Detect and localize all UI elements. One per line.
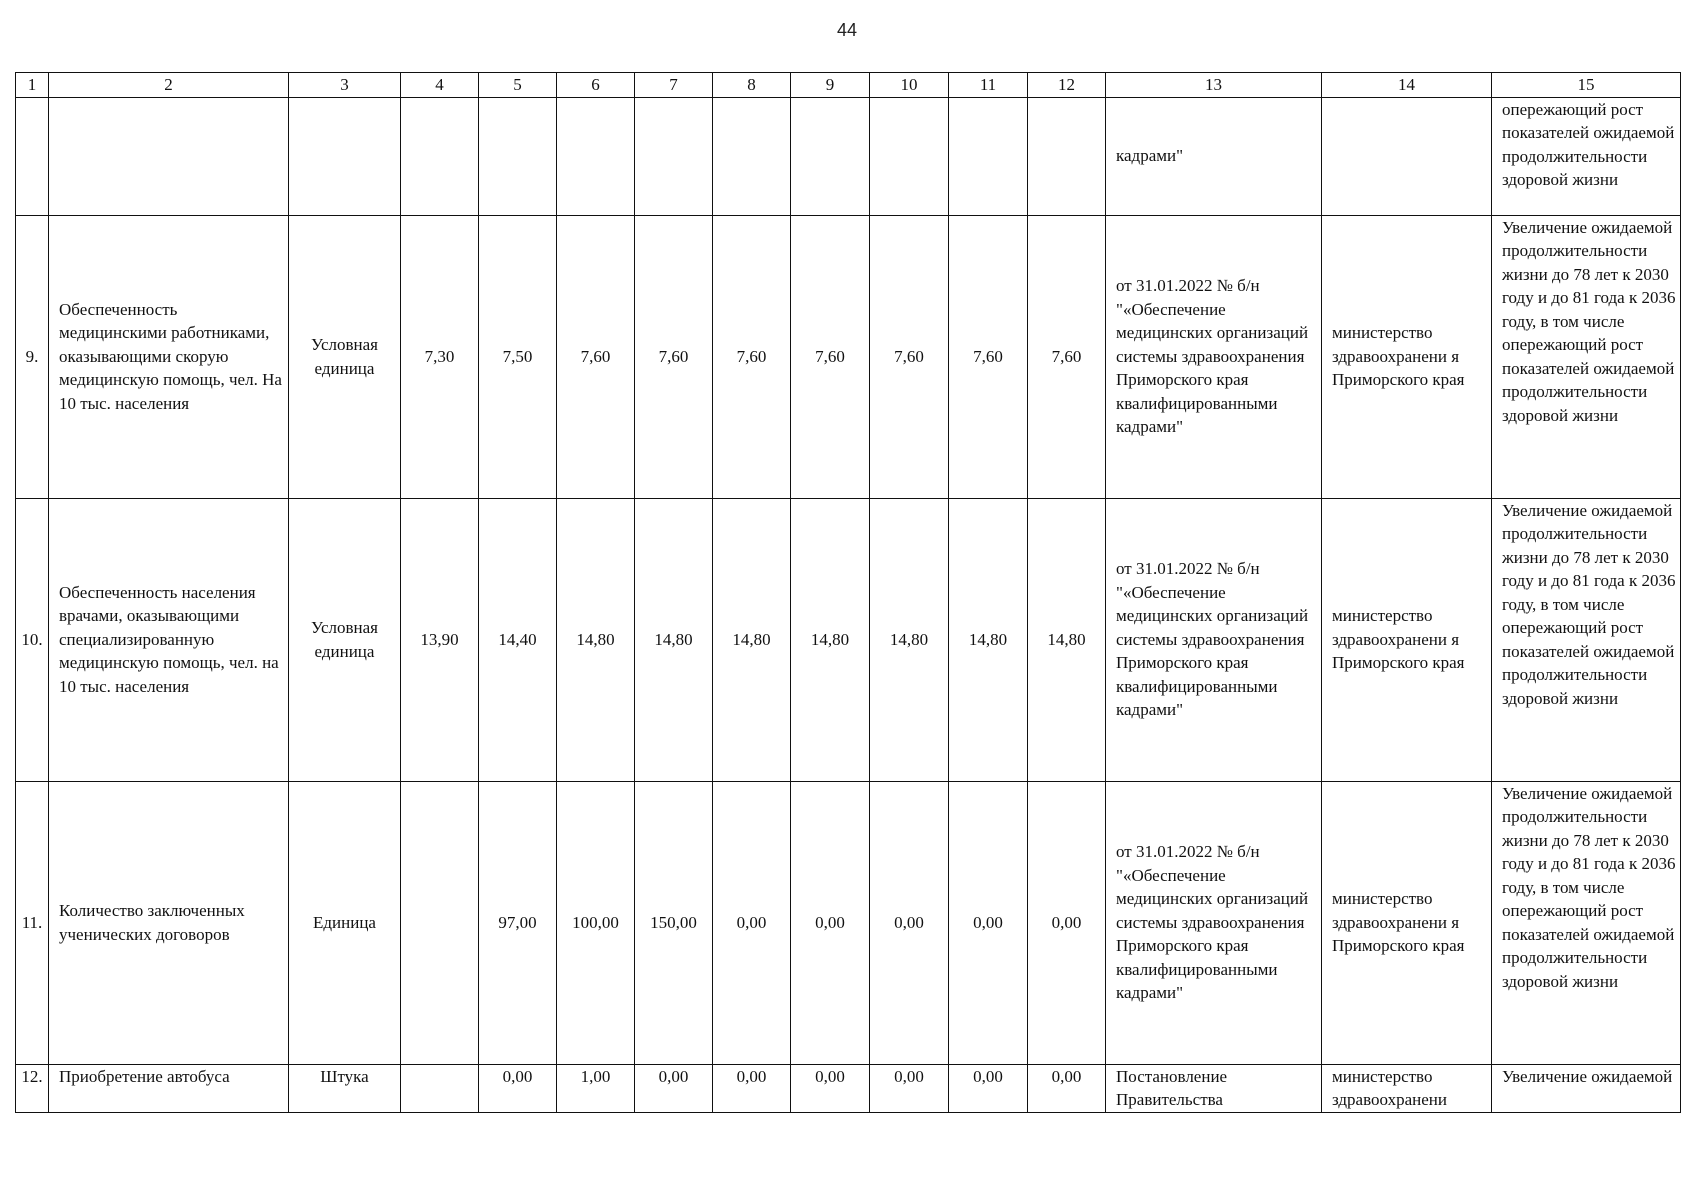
value-cell: 0,00 [870,781,949,1064]
value-cell: 14,80 [949,498,1028,781]
table-row [16,781,1681,1064]
value-cell: 0,00 [1028,781,1106,1064]
value-cell [401,781,479,1064]
column-header: 10 [870,73,949,98]
legal-basis-cell: от 31.01.2022 № б/н "«Обеспечение медицинских организаций системы здравоохранения Приморского края квалифицированными кадрами" [1106,781,1322,1064]
value-cell: 0,00 [791,781,870,1064]
column-header: 1 [16,73,49,98]
legal-basis-cell: от 31.01.2022 № б/н "«Обеспечение медицинских организаций системы здравоохранения Приморского края квалифицированными кадрами" [1106,215,1322,498]
indicator-name: Количество заключенных ученических договоров [49,781,289,1064]
indicator-name: Приобретение автобуса [49,1064,289,1112]
column-number-row [16,73,1681,98]
value-cell: 14,80 [635,498,713,781]
responsible-cell: министерство здравоохранени я Приморского края [1322,498,1492,781]
value-cell: 14,80 [870,498,949,781]
value-cell: 0,00 [1028,1064,1106,1112]
page-number: 44 [836,20,858,40]
value-cell: 7,60 [791,215,870,498]
value-cell: 0,00 [479,1064,557,1112]
value-cell: 14,80 [557,498,635,781]
row-number: 12. [16,1064,49,1112]
table-row [16,215,1681,498]
column-header: 4 [401,73,479,98]
goal-cell: Увеличение ожидаемой [1492,1064,1681,1112]
table-row [16,1064,1681,1112]
column-header: 11 [949,73,1028,98]
column-header: 13 [1106,73,1322,98]
goal-cell: Увеличение ожидаемой продолжительности жизни до 78 лет к 2030 году и до 81 года к 2036 году, в том числе опережающий рост показателей ожидаемой продолжительности здоровой жизни [1492,781,1681,1064]
value-cell: 14,80 [1028,498,1106,781]
column-header: 6 [557,73,635,98]
value-cell: 0,00 [949,1064,1028,1112]
table-row [16,498,1681,781]
value-cell: 7,60 [713,215,791,498]
column-header: 8 [713,73,791,98]
value-cell: 7,60 [870,215,949,498]
unit-cell: Условная единица [289,215,401,498]
responsible-cell: министерство здравоохранени [1322,1064,1492,1112]
value-cell [401,1064,479,1112]
column-header: 5 [479,73,557,98]
row-number: 11. [16,781,49,1064]
continuation-row [16,97,1681,215]
row-number: 9. [16,215,49,498]
value-cell: 14,80 [791,498,870,781]
column-header: 7 [635,73,713,98]
goal-cell: опережающий рост показателей ожидаемой продолжительности здоровой жизни [1492,97,1681,215]
unit-cell: Штука [289,1064,401,1112]
responsible-cell: министерство здравоохранени я Приморского края [1322,781,1492,1064]
value-cell: 7,60 [635,215,713,498]
column-header: 3 [289,73,401,98]
value-cell: 7,60 [1028,215,1106,498]
value-cell: 1,00 [557,1064,635,1112]
value-cell: 0,00 [713,781,791,1064]
value-cell: 0,00 [791,1064,870,1112]
column-header: 14 [1322,73,1492,98]
value-cell: 7,60 [557,215,635,498]
indicator-name: Обеспеченность населения врачами, оказывающими специализированную медицинскую помощь, чел. на 10 тыс. населения [49,498,289,781]
indicator-name: Обеспеченность медицинскими работниками, оказывающими скорую медицинскую помощь, чел. На 10 тыс. населения [49,215,289,498]
legal-basis-cell: Постановление Правительства [1106,1064,1322,1112]
goal-cell: Увеличение ожидаемой продолжительности жизни до 78 лет к 2030 году и до 81 года к 2036 году, в том числе опережающий рост показателей ожидаемой продолжительности здоровой жизни [1492,215,1681,498]
row-number: 10. [16,498,49,781]
value-cell: 7,60 [949,215,1028,498]
value-cell: 0,00 [949,781,1028,1064]
legal-basis-cell: от 31.01.2022 № б/н "«Обеспечение медицинских организаций системы здравоохранения Приморского края квалифицированными кадрами" [1106,498,1322,781]
value-cell: 13,90 [401,498,479,781]
value-cell: 7,30 [401,215,479,498]
value-cell: 7,50 [479,215,557,498]
responsible-cell: министерство здравоохранени я Приморского края [1322,215,1492,498]
column-header: 15 [1492,73,1681,98]
column-header: 9 [791,73,870,98]
value-cell: 0,00 [870,1064,949,1112]
value-cell: 14,80 [713,498,791,781]
unit-cell: Единица [289,781,401,1064]
goal-cell: Увеличение ожидаемой продолжительности жизни до 78 лет к 2030 году и до 81 года к 2036 году, в том числе опережающий рост показателей ожидаемой продолжительности здоровой жизни [1492,498,1681,781]
unit-cell: Условная единица [289,498,401,781]
column-header: 2 [49,73,289,98]
value-cell: 100,00 [557,781,635,1064]
value-cell: 0,00 [713,1064,791,1112]
indicators-table [15,72,1681,1113]
legal-basis-cell: кадрами" [1106,97,1322,215]
column-header: 12 [1028,73,1106,98]
value-cell: 14,40 [479,498,557,781]
value-cell: 150,00 [635,781,713,1064]
value-cell: 97,00 [479,781,557,1064]
value-cell: 0,00 [635,1064,713,1112]
